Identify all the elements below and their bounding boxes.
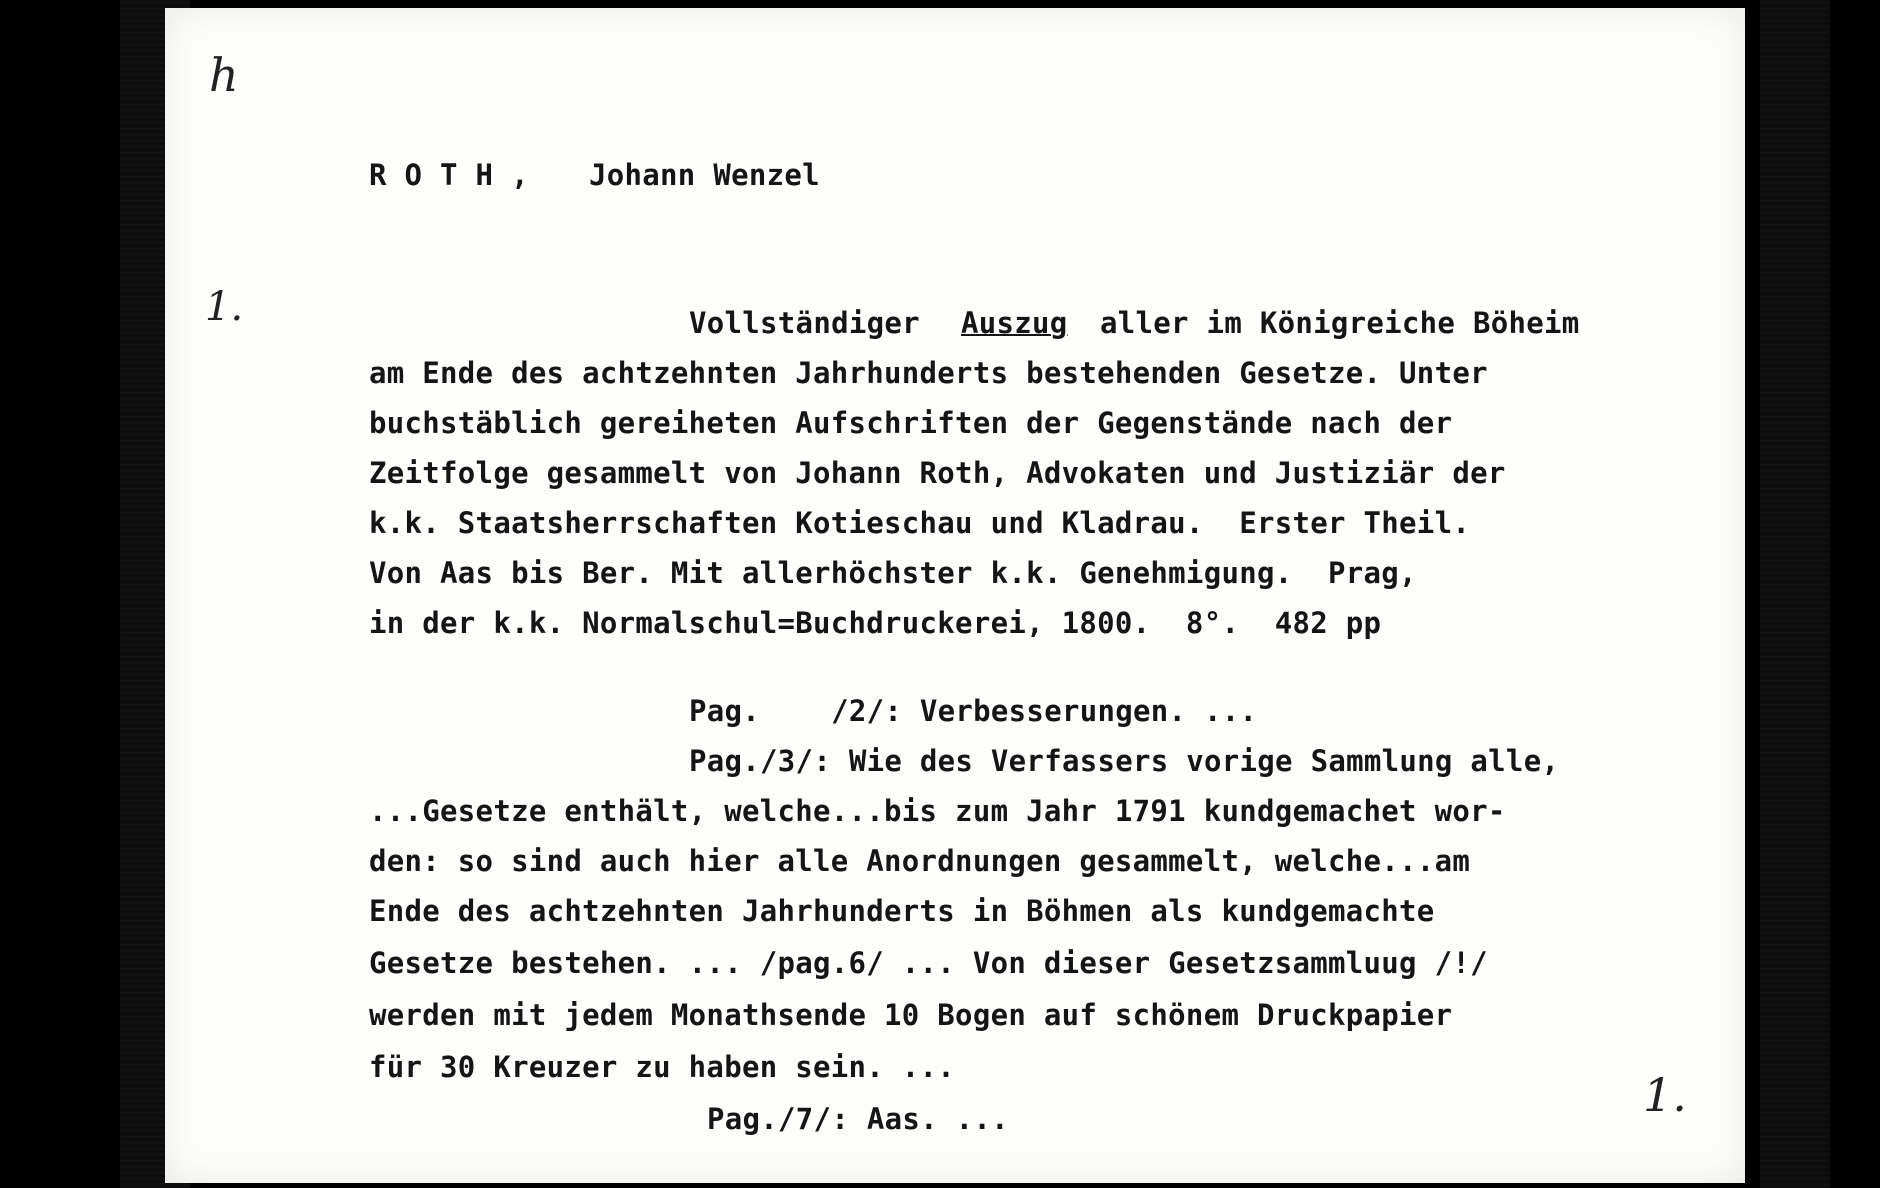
title-line: k.k. Staatsherrschaften Kotieschau und Kladrau. Erster Theil. xyxy=(369,506,1471,540)
title-word-underlined: Auszug xyxy=(961,306,1068,340)
handwritten-mark-top: h xyxy=(209,48,239,102)
note-line: Pag. /2/: Verbesserungen. ... xyxy=(689,694,1258,728)
note-line: Gesetze bestehen. ... /pag.6/ ... Von dieser Gesetzsammluug /!/ xyxy=(369,946,1488,980)
note-line: Pag./3/: Wie des Verfassers vorige Sammlung alle, xyxy=(689,744,1560,778)
handwritten-number-bottom: 1. xyxy=(1643,1068,1687,1122)
note-line: Ende des achtzehnten Jahrhunderts in Böhmen als kundgemachte xyxy=(369,894,1435,928)
note-line: Pag./7/: Aas. ... xyxy=(707,1102,1009,1136)
title-line: Zeitfolge gesammelt von Johann Roth, Advokaten und Justiziär der xyxy=(369,456,1506,490)
imprint-line: in der k.k. Normalschul=Buchdruckerei, 1800. 8°. 482 pp xyxy=(369,606,1382,640)
author-surname: R O T H , xyxy=(369,158,529,192)
note-line: für 30 Kreuzer zu haben sein. ... xyxy=(369,1050,956,1084)
author-given-name: Johann Wenzel xyxy=(589,158,820,192)
note-line: werden mit jedem Monathsende 10 Bogen auf schönem Druckpapier xyxy=(369,998,1453,1032)
film-edge-right xyxy=(1760,0,1830,1188)
note-line: den: so sind auch hier alle Anordnungen gesammelt, welche...am xyxy=(369,844,1471,878)
title-line-rest: aller im Königreiche Böheim xyxy=(1100,306,1580,340)
note-line: ...Gesetze enthält, welche...bis zum Jahr 1791 kundgemachet wor- xyxy=(369,794,1506,828)
title-line: am Ende des achtzehnten Jahrhunderts bestehenden Gesetze. Unter xyxy=(369,356,1488,390)
title-line: buchstäblich gereiheten Aufschriften der Gegenstände nach der xyxy=(369,406,1453,440)
handwritten-number: 1. xyxy=(205,284,244,330)
title-line-start: Vollständiger xyxy=(689,306,920,340)
catalog-card xyxy=(165,8,1745,1183)
title-line: Von Aas bis Ber. Mit allerhöchster k.k. Genehmigung. Prag, xyxy=(369,556,1417,590)
